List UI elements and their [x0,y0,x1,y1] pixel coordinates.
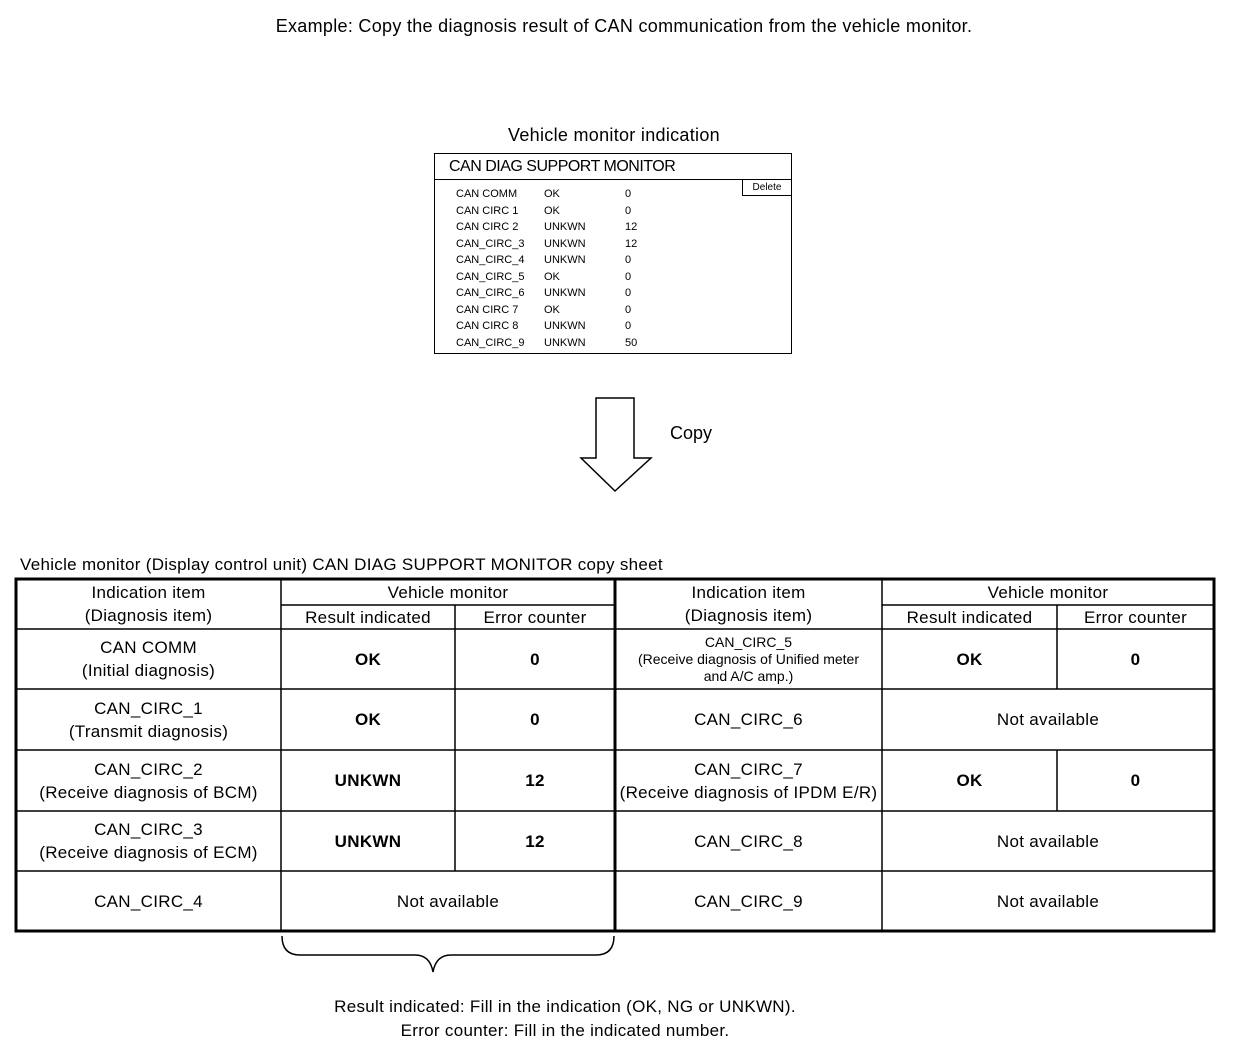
monitor-count: 0 [625,287,632,299]
header-vehicle-monitor [281,579,615,605]
not-available-cell [882,689,1214,750]
error-counter-cell [455,689,615,750]
monitor-result: UNKWN [544,287,586,299]
monitor-item: CAN CIRC 1 [456,205,519,217]
indication-item-cell-text: CAN_CIRC_6 [694,710,803,729]
header-vehicle-monitor-text: Vehicle monitor [387,582,509,602]
monitor-count: 12 [625,238,638,250]
monitor-result: UNKWN [544,238,586,250]
monitor-item: CAN_CIRC_3 [456,238,525,250]
indication-item-cell [615,750,882,811]
monitor-count: 0 [625,304,632,316]
result-indicated-cell [281,811,455,871]
result-indicated-cell [281,689,455,750]
header-result-indicated-text: Result indicated [305,607,431,627]
indication-item-cell [615,689,882,750]
monitor-item: CAN_CIRC_5 [456,271,525,283]
monitor-item: CAN COMM [456,188,518,200]
indication-item-cell-text: (Receive diagnosis of ECM) [39,843,258,862]
error-counter-cell-text: 0 [1130,771,1141,790]
monitor-header: CAN DIAG SUPPORT MONITOR [435,154,791,180]
monitor-result: OK [544,188,560,200]
indication-item-cell [16,629,281,689]
indication-item-cell [16,811,281,871]
monitor-count: 0 [625,188,632,200]
error-counter-cell [1057,750,1214,811]
indication-item-cell-text: (Receive diagnosis of Unified meter [638,650,859,667]
delete-button[interactable]: Delete [742,180,791,196]
monitor-item: CAN CIRC 7 [456,304,519,316]
error-counter-cell-text: 0 [1130,649,1141,669]
monitor-result: UNKWN [544,254,586,266]
result-indicated-cell-text: UNKWN [334,831,402,851]
monitor-count: 0 [625,271,632,283]
header-error-counter-text: Error counter [483,607,587,627]
indication-item-cell [615,811,882,871]
monitor-item: CAN CIRC 8 [456,320,519,332]
result-indicated-cell-text: OK [956,649,983,669]
not-available-cell [281,871,615,931]
indication-item-cell-text: (Receive diagnosis of BCM) [39,782,258,802]
indication-item-cell [615,871,882,931]
header-error-counter [455,605,615,629]
monitor-count: 0 [625,320,632,332]
not-available-cell-text: Not available [396,891,500,911]
monitor-result: UNKWN [544,337,586,349]
header-indication-item-text: (Diagnosis item) [684,606,813,625]
note-result-indicated: Result indicated: Fill in the indication (OK, NG or UNKWN). [334,997,796,1016]
header-result-indicated [281,605,455,629]
error-counter-cell-text: 12 [525,831,545,851]
header-vehicle-monitor-text: Vehicle monitor [987,582,1109,602]
error-counter-cell [455,750,615,811]
header-result-indicated [882,605,1057,629]
indication-item-cell-text: CAN_CIRC_4 [94,891,203,911]
monitor-count: 12 [625,221,638,233]
page-heading: Example: Copy the diagnosis result of CAN communication from the vehicle monitor. [275,16,973,36]
not-available-cell [882,811,1214,871]
monitor-title: Vehicle monitor indication [508,125,720,145]
error-counter-cell [455,811,615,871]
result-indicated-cell-text: OK [956,771,983,790]
copy-label: Copy [670,423,713,443]
header-vehicle-monitor [882,579,1214,605]
header-result-indicated-text: Result indicated [906,607,1033,627]
indication-item-cell-text: (Transmit diagnosis) [68,721,229,741]
result-indicated-cell [882,750,1057,811]
error-counter-cell-text: 0 [530,649,540,669]
indication-item-cell [16,750,281,811]
not-available-cell-text: Not available [996,710,1100,729]
indication-item-cell [16,871,281,931]
error-counter-cell [455,629,615,689]
header-indication-item-text: (Diagnosis item) [84,606,213,625]
monitor-item: CAN_CIRC_9 [456,337,525,349]
indication-item-cell-text: (Initial diagnosis) [81,661,216,680]
indication-item-cell-text: CAN_CIRC_7 [694,759,803,779]
header-error-counter [1057,605,1214,629]
result-indicated-cell-text: OK [354,649,382,669]
monitor-item: CAN_CIRC_4 [456,254,525,266]
copy-sheet-title: Vehicle monitor (Display control unit) CAN DIAG SUPPORT MONITOR copy sheet [20,555,663,574]
error-counter-cell [1057,629,1214,689]
monitor-item: CAN CIRC 2 [456,221,519,233]
indication-item-cell-text: CAN COMM [100,638,197,657]
indication-item-cell [615,629,882,689]
indication-item-cell-text: CAN_CIRC_3 [94,820,203,839]
monitor-count: 50 [625,337,638,349]
monitor-result: OK [544,205,560,217]
indication-item-cell-text: and A/C amp.) [703,667,794,684]
result-indicated-cell-text: UNKWN [334,771,402,790]
header-indication-item-text: Indication item [91,583,206,602]
monitor-item: CAN_CIRC_6 [456,287,525,299]
indication-item-cell-text: CAN_CIRC_5 [704,633,793,650]
indication-item-cell-text: CAN_CIRC_9 [694,891,803,911]
result-indicated-cell [281,629,455,689]
indication-item-cell-text: (Receive diagnosis of IPDM E/R) [619,782,878,802]
header-indication-item [16,579,281,629]
header-indication-item [615,579,882,629]
header-indication-item-text: Indication item [691,583,806,602]
error-counter-cell-text: 0 [530,710,540,729]
monitor-result: UNKWN [544,221,586,233]
monitor-count: 0 [625,205,632,217]
monitor-result: UNKWN [544,320,586,332]
error-counter-cell-text: 12 [525,771,545,790]
not-available-cell [882,871,1214,931]
monitor-result: OK [544,271,560,283]
indication-item-cell-text: CAN_CIRC_8 [694,831,803,851]
indication-item-cell [16,689,281,750]
result-indicated-cell-text: OK [354,710,382,729]
not-available-cell-text: Not available [996,891,1100,911]
monitor-result: OK [544,304,560,316]
header-error-counter-text: Error counter [1083,607,1188,627]
not-available-cell-text: Not available [996,831,1100,851]
result-indicated-cell [882,629,1057,689]
monitor-count: 0 [625,254,632,266]
indication-item-cell-text: CAN_CIRC_1 [94,698,203,718]
result-indicated-cell [281,750,455,811]
indication-item-cell-text: CAN_CIRC_2 [94,759,203,779]
note-error-counter: Error counter: Fill in the indicated number. [400,1021,730,1040]
